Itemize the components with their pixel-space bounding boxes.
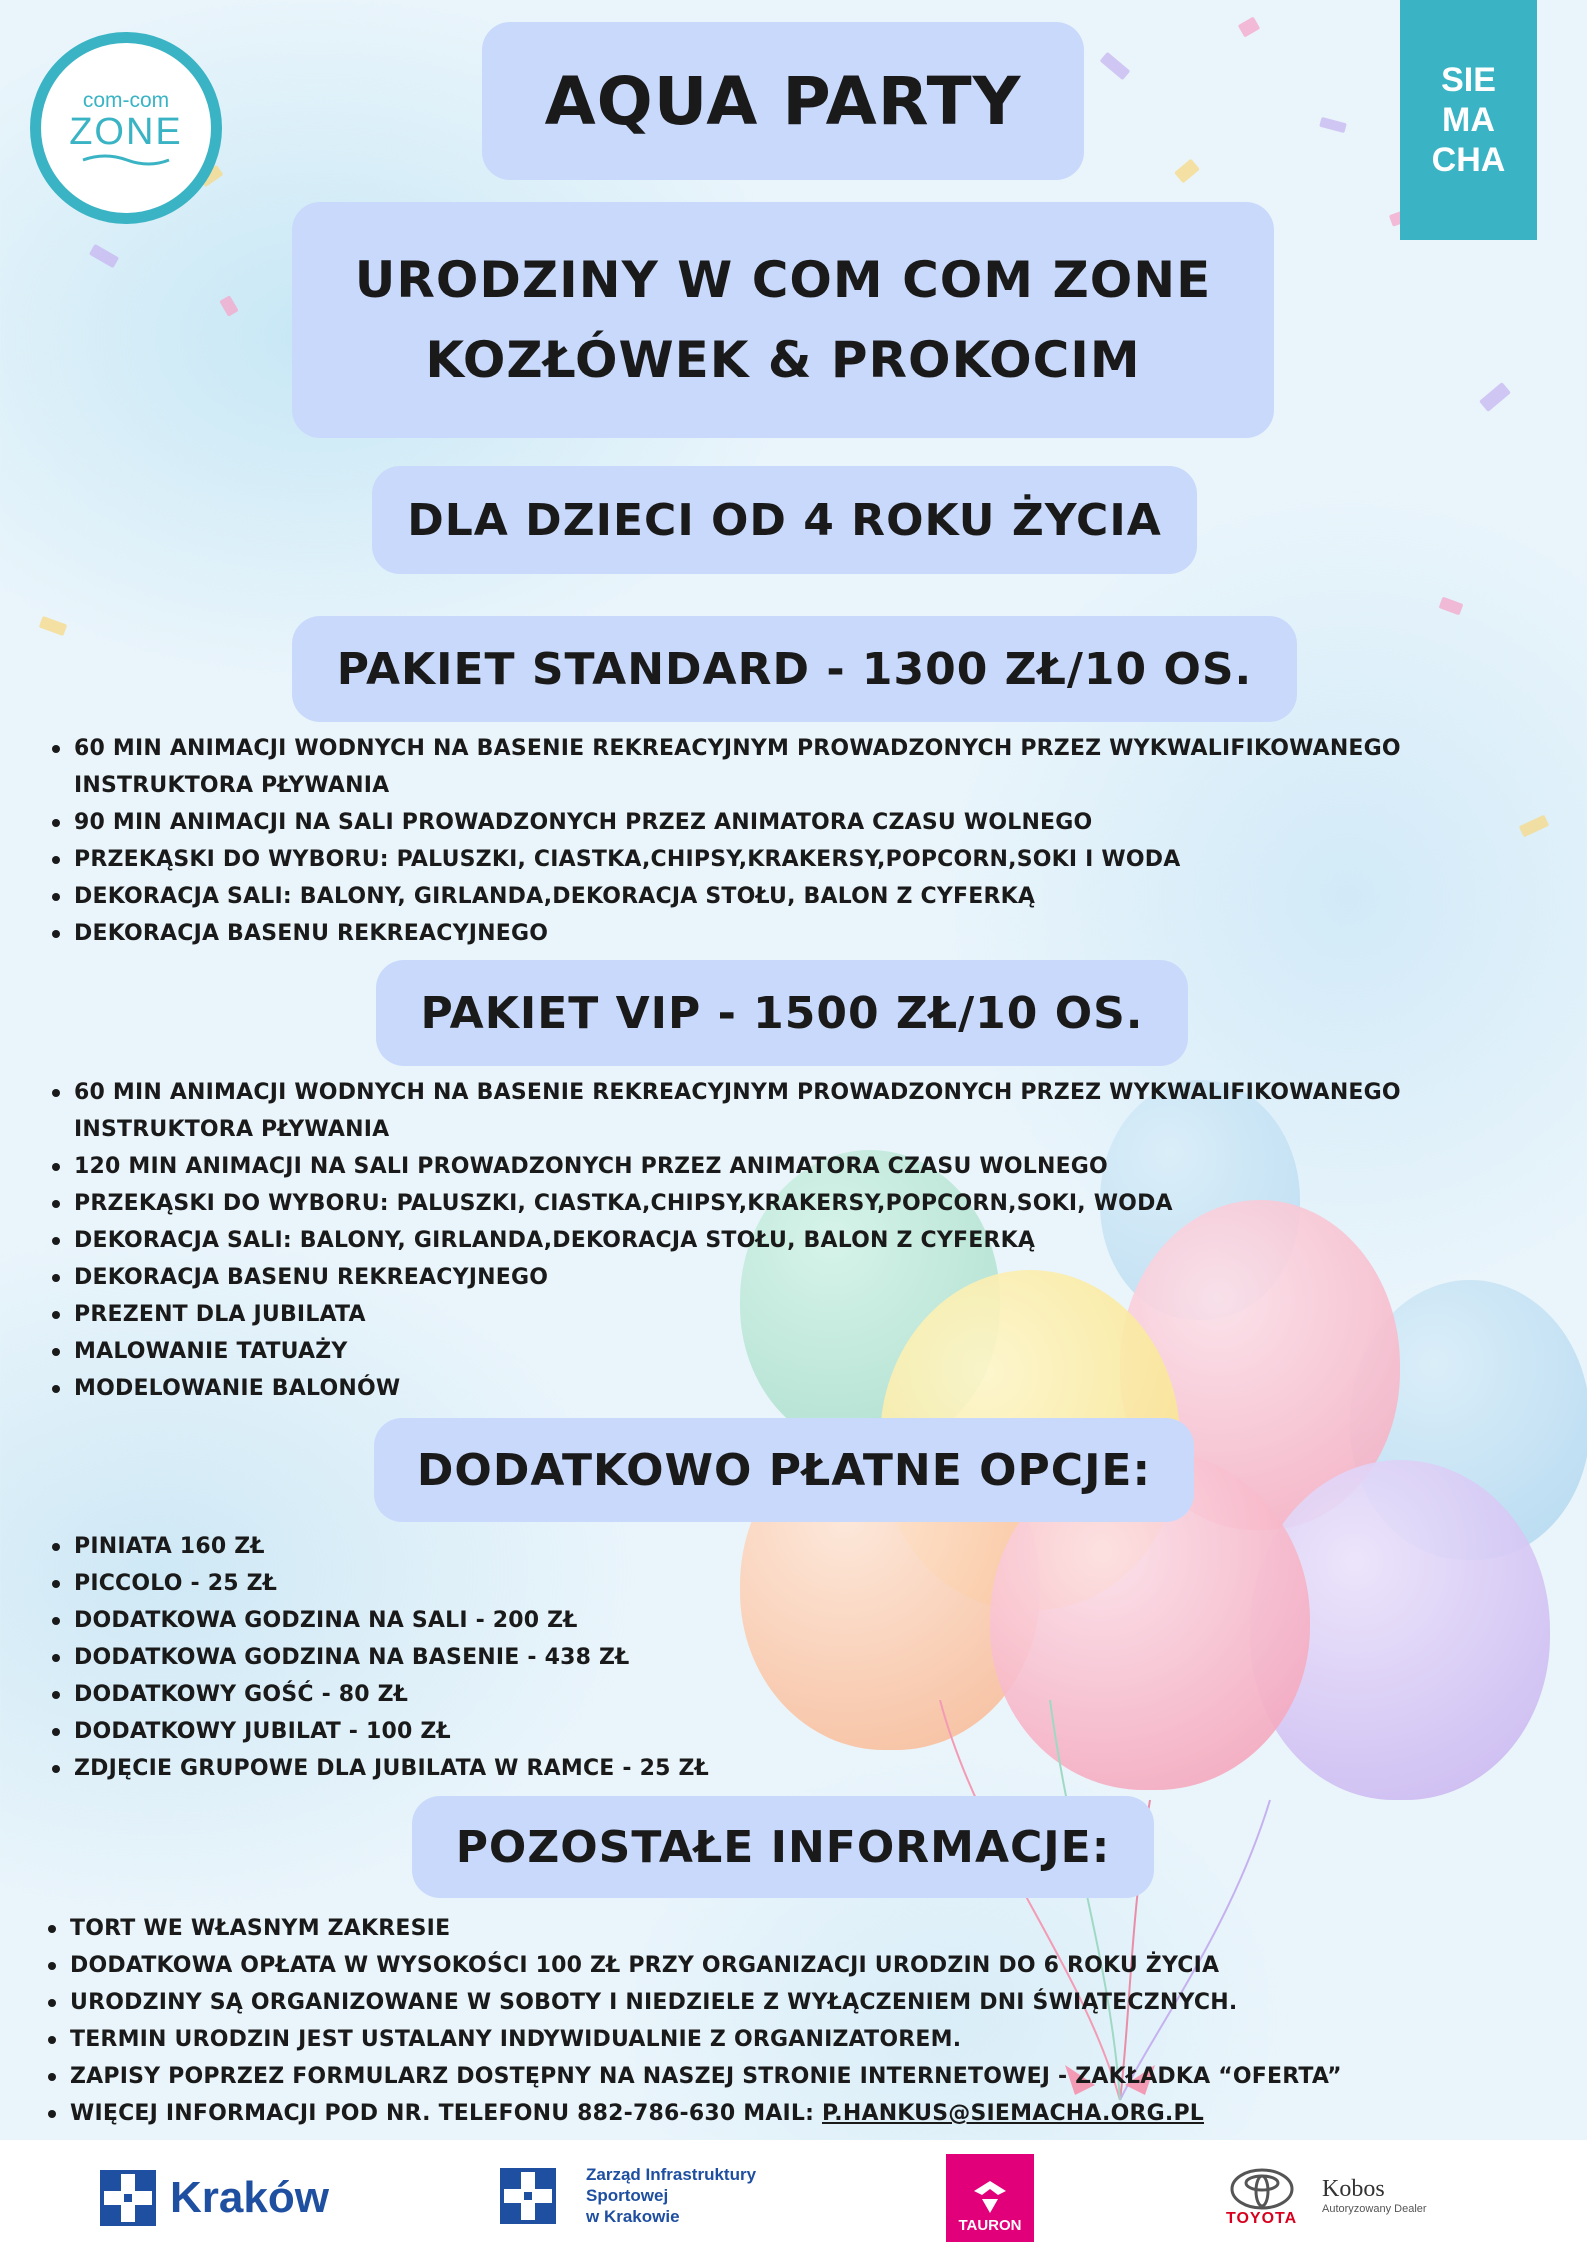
list-item: MODELOWANIE BALONÓW [50,1370,1530,1407]
krakow-emblem-icon [100,2170,156,2226]
contact-item [46,2095,1546,2132]
list-item: PRZEKĄSKI DO WYBORU: PALUSZKI, CIASTKA,CHIPSY,KRAKERSY,POPCORN,SOKI I WODA [50,841,1530,878]
tauron-logo [946,2154,1034,2242]
kobos-subtext: Autoryzowany Dealer [1322,2203,1427,2215]
zis-line-1: Zarząd Infrastruktury [586,2165,757,2184]
standard-list [50,730,1530,952]
siemacha-line-1: SIE [1441,61,1496,99]
info-heading-pill [412,1796,1154,1898]
contact-text: WIĘCEJ INFORMACJI POD NR. TELEFONU 882-786-630 MAIL: [70,2101,823,2126]
logo-bottom-text: ZONE [69,111,183,153]
siemacha-line-2: MA [1442,101,1495,139]
tauron-emblem-icon [970,2177,1010,2217]
age-text: DLA DZIECI OD 4 ROKU ŻYCIA [407,494,1162,546]
toyota-emblem-icon [1230,2168,1294,2210]
tauron-text: TAURON [958,2217,1022,2234]
age-pill [372,466,1197,574]
toyota-logo [1226,2168,1297,2228]
vip-heading: PAKIET VIP - 1500 ZŁ/10 OS. [420,987,1144,1039]
list-item: TORT WE WŁASNYM ZAKRESIE [46,1910,1546,1947]
kobos-logo [1322,2176,1427,2215]
zis-line-3: w Krakowie [586,2207,680,2226]
list-item: PREZENT DLA JUBILATA [50,1296,1530,1333]
list-item: PINIATA 160 ZŁ [50,1528,1050,1565]
list-item: ZAPISY POPRZEZ FORMULARZ DOSTĘPNY NA NASZEJ STRONIE INTERNETOWEJ - ZAKŁADKA “OFERTA” [46,2058,1546,2095]
list-item: 90 MIN ANIMACJI NA SALI PROWADZONYCH PRZEZ ANIMATORA CZASU WOLNEGO [50,804,1530,841]
info-list [46,1910,1546,2132]
list-item: 60 MIN ANIMACJI WODNYCH NA BASENIE REKREACYJNYM PROWADZONYCH PRZEZ WYKWALIFIKOWANEGO INSTRUKTORA PŁYWANIA [50,1074,1484,1148]
subtitle-pill [292,202,1274,438]
subtitle-line-1: URODZINY W COM COM ZONE [354,251,1212,309]
kobos-text: Kobos [1322,2176,1385,2202]
list-item: DODATKOWA GODZINA NA BASENIE - 438 ZŁ [50,1639,1050,1676]
list-item: DEKORACJA SALI: BALONY, GIRLANDA,DEKORACJA STOŁU, BALON Z CYFERKĄ [50,1222,1530,1259]
wave-icon [81,152,171,166]
title-pill [482,22,1084,180]
siemacha-logo [1400,0,1537,240]
list-item: URODZINY SĄ ORGANIZOWANE W SOBOTY I NIEDZIELE Z WYŁĄCZENIEM DNI ŚWIĄTECZNYCH. [46,1984,1546,2021]
list-item: DODATKOWA GODZINA NA SALI - 200 ZŁ [50,1602,1050,1639]
list-item: PICCOLO - 25 ZŁ [50,1565,1050,1602]
list-item: DEKORACJA BASENU REKREACYJNEGO [50,1259,1530,1296]
list-item: 60 MIN ANIMACJI WODNYCH NA BASENIE REKREACYJNYM PROWADZONYCH PRZEZ WYKWALIFIKOWANEGO INSTRUKTORA PŁYWANIA [50,730,1484,804]
extras-heading-pill [374,1418,1194,1522]
krakow-logo [100,2170,329,2226]
contact-email-link[interactable]: P.HANKUS@SIEMACHA.ORG.PL [822,2101,1205,2126]
page-title: AQUA PARTY [544,62,1022,140]
krakow-text: Kraków [170,2173,329,2222]
list-item: MALOWANIE TATUAŻY [50,1333,1530,1370]
list-item: ZDJĘCIE GRUPOWE DLA JUBILATA W RAMCE - 25 ZŁ [50,1750,1050,1787]
list-item: PRZEKĄSKI DO WYBORU: PALUSZKI, CIASTKA,CHIPSY,KRAKERSY,POPCORN,SOKI, WODA [50,1185,1530,1222]
list-item: DODATKOWY JUBILAT - 100 ZŁ [50,1713,1050,1750]
logo-top-text: com-com [82,89,170,112]
standard-heading: PAKIET STANDARD - 1300 ZŁ/10 OS. [336,643,1253,695]
com-com-zone-logo [30,32,222,224]
standard-heading-pill [292,616,1297,722]
extras-heading: DODATKOWO PŁATNE OPCJE: [416,1444,1152,1496]
list-item: DODATKOWA OPŁATA W WYSOKOŚCI 100 ZŁ PRZY ORGANIZACJI URODZIN DO 6 ROKU ŻYCIA [46,1947,1546,1984]
list-item: DEKORACJA SALI: BALONY, GIRLANDA,DEKORACJA STOŁU, BALON Z CYFERKĄ [50,878,1530,915]
subtitle-line-2: KOZŁÓWEK & PROKOCIM [425,331,1141,389]
toyota-text: TOYOTA [1226,2210,1298,2227]
zis-line-2: Sportowej [586,2186,669,2205]
vip-list [50,1074,1530,1407]
zis-logo [500,2164,756,2227]
info-heading: POZOSTAŁE INFORMACJE: [455,1821,1111,1873]
extras-list [50,1528,1050,1787]
list-item: TERMIN URODZIN JEST USTALANY INDYWIDUALNIE Z ORGANIZATOREM. [46,2021,1546,2058]
list-item: DODATKOWY GOŚĆ - 80 ZŁ [50,1676,1050,1713]
siemacha-line-3: CHA [1431,141,1506,179]
vip-heading-pill [376,960,1188,1066]
sponsor-footer [0,2140,1587,2245]
list-item: DEKORACJA BASENU REKREACYJNEGO [50,915,1530,952]
list-item: 120 MIN ANIMACJI NA SALI PROWADZONYCH PRZEZ ANIMATORA CZASU WOLNEGO [50,1148,1530,1185]
zis-emblem-icon [500,2168,556,2224]
